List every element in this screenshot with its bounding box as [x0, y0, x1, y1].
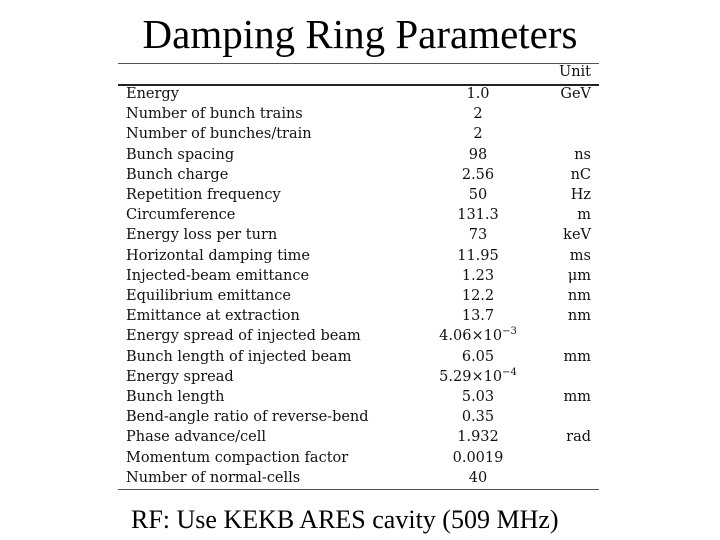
parameter-value: [428, 205, 528, 225]
table-row: [118, 84, 599, 104]
value-mantissa: 50: [468, 187, 488, 203]
parameter-value: [428, 407, 528, 427]
parameter-label: Repetition frequency: [126, 187, 281, 203]
rf-note: RF: Use KEKB ARES cavity (509 MHz): [131, 505, 559, 534]
parameter-value: [428, 124, 528, 144]
table-row: [118, 205, 599, 225]
parameter-label: Circumference: [126, 207, 236, 224]
parameter-unit: mm: [563, 348, 591, 365]
table-row: [118, 145, 599, 165]
parameter-value: [428, 165, 528, 185]
parameter-label: Equilibrium emittance: [126, 288, 291, 304]
parameter-value: [428, 347, 528, 367]
table-header-row: [118, 62, 599, 82]
value-mantissa: 2: [473, 126, 483, 143]
table-row: [118, 286, 599, 306]
parameter-value: [428, 468, 528, 488]
parameter-unit: GeV: [560, 86, 591, 102]
value-mantissa: 2: [473, 106, 483, 123]
value-mantissa: 131.3: [457, 207, 499, 224]
parameter-label: Bend-angle ratio of reverse-bend: [126, 409, 369, 426]
value-exponent: −4: [502, 366, 517, 378]
parameter-value: [428, 367, 528, 387]
value-mantissa: 73: [468, 227, 488, 244]
value-mantissa: 1.932: [457, 429, 499, 446]
parameter-unit: m: [577, 207, 591, 224]
parameter-value: [428, 306, 528, 326]
value-mantissa: 5.03: [461, 389, 495, 405]
parameter-label: Phase advance/cell: [126, 429, 267, 446]
table-row: [118, 427, 599, 447]
parameter-unit: Hz: [570, 187, 591, 203]
parameter-label: Number of bunch trains: [126, 106, 303, 123]
value-mantissa: 13.7: [461, 308, 495, 325]
parameter-value: [428, 84, 528, 104]
value-mantissa: 98: [468, 146, 488, 163]
table-row: [118, 448, 599, 468]
parameter-label: Number of bunches/train: [126, 126, 312, 143]
parameter-value: [428, 427, 528, 447]
value-exponent: −3: [502, 326, 517, 338]
table-row: [118, 266, 599, 286]
parameter-value: [428, 185, 528, 205]
table-row: [118, 387, 599, 407]
parameter-unit: rad: [566, 429, 591, 446]
value-mantissa: 0.0019: [452, 449, 504, 466]
table-row: [118, 124, 599, 144]
table-row: [118, 407, 599, 427]
parameter-value: [428, 266, 528, 286]
parameter-label: Energy spread: [126, 368, 234, 385]
parameter-unit: ns: [574, 146, 591, 163]
table-row: [118, 347, 599, 367]
parameter-label: Energy spread of injected beam: [126, 328, 361, 345]
parameter-unit: ms: [569, 247, 591, 264]
value-mantissa: 5.29×10: [439, 368, 503, 385]
table-row: [118, 225, 599, 245]
table-row: [118, 165, 599, 185]
parameter-value: [428, 286, 528, 306]
value-mantissa: 0.35: [461, 409, 495, 426]
parameter-label: Momentum compaction factor: [126, 449, 349, 466]
value-mantissa: 4.06×10: [439, 328, 503, 345]
parameter-label: Injected-beam emittance: [126, 267, 310, 284]
parameter-label: Emittance at extraction: [126, 308, 300, 325]
parameter-label: Bunch length of injected beam: [126, 348, 352, 365]
parameter-value: [428, 225, 528, 245]
table-row: [118, 306, 599, 326]
parameter-label: Bunch length: [126, 389, 225, 405]
parameter-value: [428, 387, 528, 407]
parameter-unit: nm: [567, 288, 591, 304]
parameter-value: [428, 104, 528, 124]
parameter-value: [428, 326, 528, 346]
parameter-value: [428, 448, 528, 468]
value-mantissa: 12.2: [461, 288, 495, 304]
parameter-label: Energy loss per turn: [126, 227, 278, 244]
parameter-label: Bunch spacing: [126, 146, 235, 163]
value-mantissa: 40: [468, 469, 488, 486]
table-row: [118, 246, 599, 266]
parameter-value: [428, 246, 528, 266]
parameter-label: Number of normal-cells: [126, 469, 301, 486]
parameter-unit: mm: [563, 389, 591, 405]
parameter-label: Bunch charge: [126, 166, 229, 183]
parameter-value: [428, 145, 528, 165]
parameter-unit: nC: [570, 166, 591, 183]
parameter-unit: nm: [567, 308, 591, 325]
value-mantissa: 11.95: [457, 247, 499, 264]
unit-header: Unit: [558, 64, 591, 80]
table-row: [118, 326, 599, 346]
parameter-label: Energy: [126, 86, 179, 102]
parameter-unit: μm: [567, 267, 591, 284]
value-mantissa: 1.23: [461, 267, 495, 284]
value-mantissa: 1.0: [466, 86, 490, 102]
table-row: [118, 468, 599, 488]
slide-title: Damping Ring Parameters: [142, 11, 578, 57]
table-bottom-rule: [118, 489, 599, 490]
parameter-unit: keV: [563, 227, 591, 244]
table-row: [118, 367, 599, 387]
parameter-label: Horizontal damping time: [126, 247, 310, 264]
value-mantissa: 2.56: [461, 166, 495, 183]
value-mantissa: 6.05: [461, 348, 495, 365]
table-row: [118, 104, 599, 124]
table-row: [118, 185, 599, 205]
